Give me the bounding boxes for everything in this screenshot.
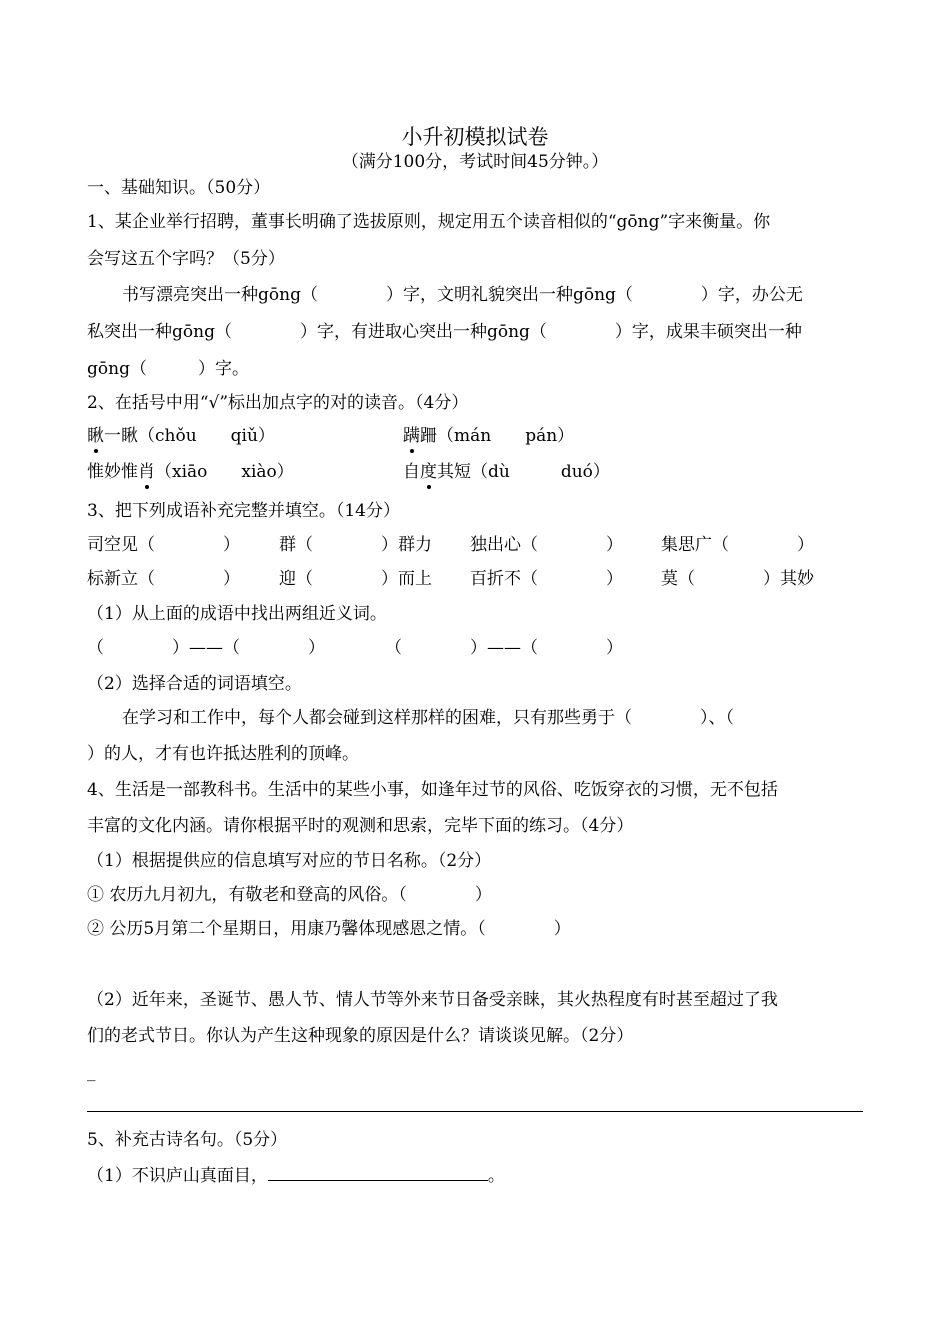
dotted-char: 瞅 <box>87 426 104 446</box>
q2-item-a[interactable] <box>87 425 275 447</box>
q5-sub-1-end: 。 <box>487 1166 505 1186</box>
q2-stem: 2、在括号中用“√”标出加点字的对的读音。（4分） <box>87 393 469 413</box>
idiom-cell[interactable]: 标新立（ ） <box>87 569 240 589</box>
q2-item-c[interactable] <box>87 461 294 483</box>
idiom-cell[interactable]: 百折不（ ） <box>470 569 623 589</box>
q1-line-4[interactable]: 私突出一种gōng（ ）字，有进取心突出一种gōng（ ）字，成果丰硕突出一种 <box>87 322 802 342</box>
poem-answer-blank[interactable] <box>268 1164 488 1181</box>
synonym-blanks-2[interactable]: （ ）——（ ） <box>385 638 623 658</box>
q4-item-2[interactable]: ② 公历5月第二个星期日，用康乃馨体现感恩之情。（ ） <box>87 919 571 939</box>
idiom-cell[interactable]: 集思广（ ） <box>661 535 814 555</box>
q2-item-b-rest: 跚（mán pán） <box>420 426 575 446</box>
q2-item-d-rest: 其短（dù duó） <box>437 462 610 482</box>
q1-line-2: 会写这五个字吗？（5分） <box>87 249 285 269</box>
q4-line-1: 4、生活是一部教科书。生活中的某些小事，如逢年过节的风俗、吃饭穿衣的习惯，无不包括 <box>87 780 778 800</box>
idiom-cell[interactable]: 独出心（ ） <box>470 535 623 555</box>
dotted-char: 蹒 <box>403 426 420 446</box>
q5-stem: 5、补充古诗名句。（5分） <box>87 1130 288 1150</box>
q3-sub-2-line-1[interactable]: 在学习和工作中，每个人都会碰到这样那样的困难，只有那些勇于（ ）、（ <box>122 708 734 728</box>
q2-item-d-pre: 自 <box>403 462 420 482</box>
q4-sub-2-line-1: （2）近年来，圣诞节、愚人节、情人节等外来节日备受亲睐，其火热程度有时甚至超过了我 <box>87 990 778 1010</box>
idiom-cell[interactable]: 群（ ）群力 <box>279 535 432 555</box>
q2-item-d[interactable] <box>403 461 610 483</box>
q2-item-b[interactable] <box>403 425 574 447</box>
q3-sub-2-line-2[interactable]: ）的人，才有也许抵达胜利的顶峰。 <box>87 744 359 764</box>
synonym-blanks-1[interactable]: （ ）——（ ） <box>87 638 325 658</box>
q2-item-c-pre: 惟妙惟 <box>87 462 138 482</box>
q2-item-a-rest: 一瞅（chǒu qiǔ） <box>104 426 275 446</box>
q4-sub-2-line-2: 们的老式节日。你认为产生这种现象的原因是什么？请谈谈见解。（2分） <box>87 1026 634 1046</box>
section-heading: 一、基础知识。（50分） <box>87 178 271 198</box>
q1-line-1: 1、某企业举行招聘，董事长明确了选拔原则，规定用五个读音相似的“gōng”字来衡量。你 <box>87 212 771 232</box>
dotted-char: 度 <box>420 462 437 482</box>
q3-stem: 3、把下列成语补充完整并填空。（14分） <box>87 501 400 521</box>
exam-subtitle: （满分100分，考试时间45分钟。） <box>341 152 609 172</box>
q5-sub-1 <box>87 1164 505 1187</box>
q3-sub-2: （2）选择合适的词语填空。 <box>87 674 302 694</box>
q4-line-2: 丰富的文化内涵。请你根据平时的观测和思索，完毕下面的练习。（4分） <box>87 816 634 836</box>
q5-sub-1-prompt: （1）不识庐山真面目， <box>87 1166 268 1186</box>
q4-sub-1: （1）根据提供应的信息填写对应的节日名称。（2分） <box>87 851 492 871</box>
idiom-cell[interactable]: 迎（ ）而上 <box>279 569 432 589</box>
q1-line-3[interactable]: 书写漂亮突出一种gōng（ ）字，文明礼貌突出一种gōng（ ）字，办公无 <box>122 285 803 305</box>
q4-item-1[interactable]: ① 农历九月初九，有敬老和登高的风俗。（ ） <box>87 885 492 905</box>
page-title: 小升初模拟试卷 <box>401 125 549 149</box>
idiom-cell[interactable]: 司空见（ ） <box>87 535 240 555</box>
q3-sub-1: （1）从上面的成语中找出两组近义词。 <box>87 604 387 624</box>
dotted-char: 肖 <box>138 462 155 482</box>
answer-mark: _ <box>87 1062 96 1082</box>
q2-item-c-rest: （xiāo xiào） <box>155 462 294 482</box>
answer-line[interactable] <box>87 1111 863 1112</box>
q1-line-5[interactable]: gōng（ ）字。 <box>87 359 249 379</box>
idiom-cell[interactable]: 莫（ ）其妙 <box>661 569 814 589</box>
